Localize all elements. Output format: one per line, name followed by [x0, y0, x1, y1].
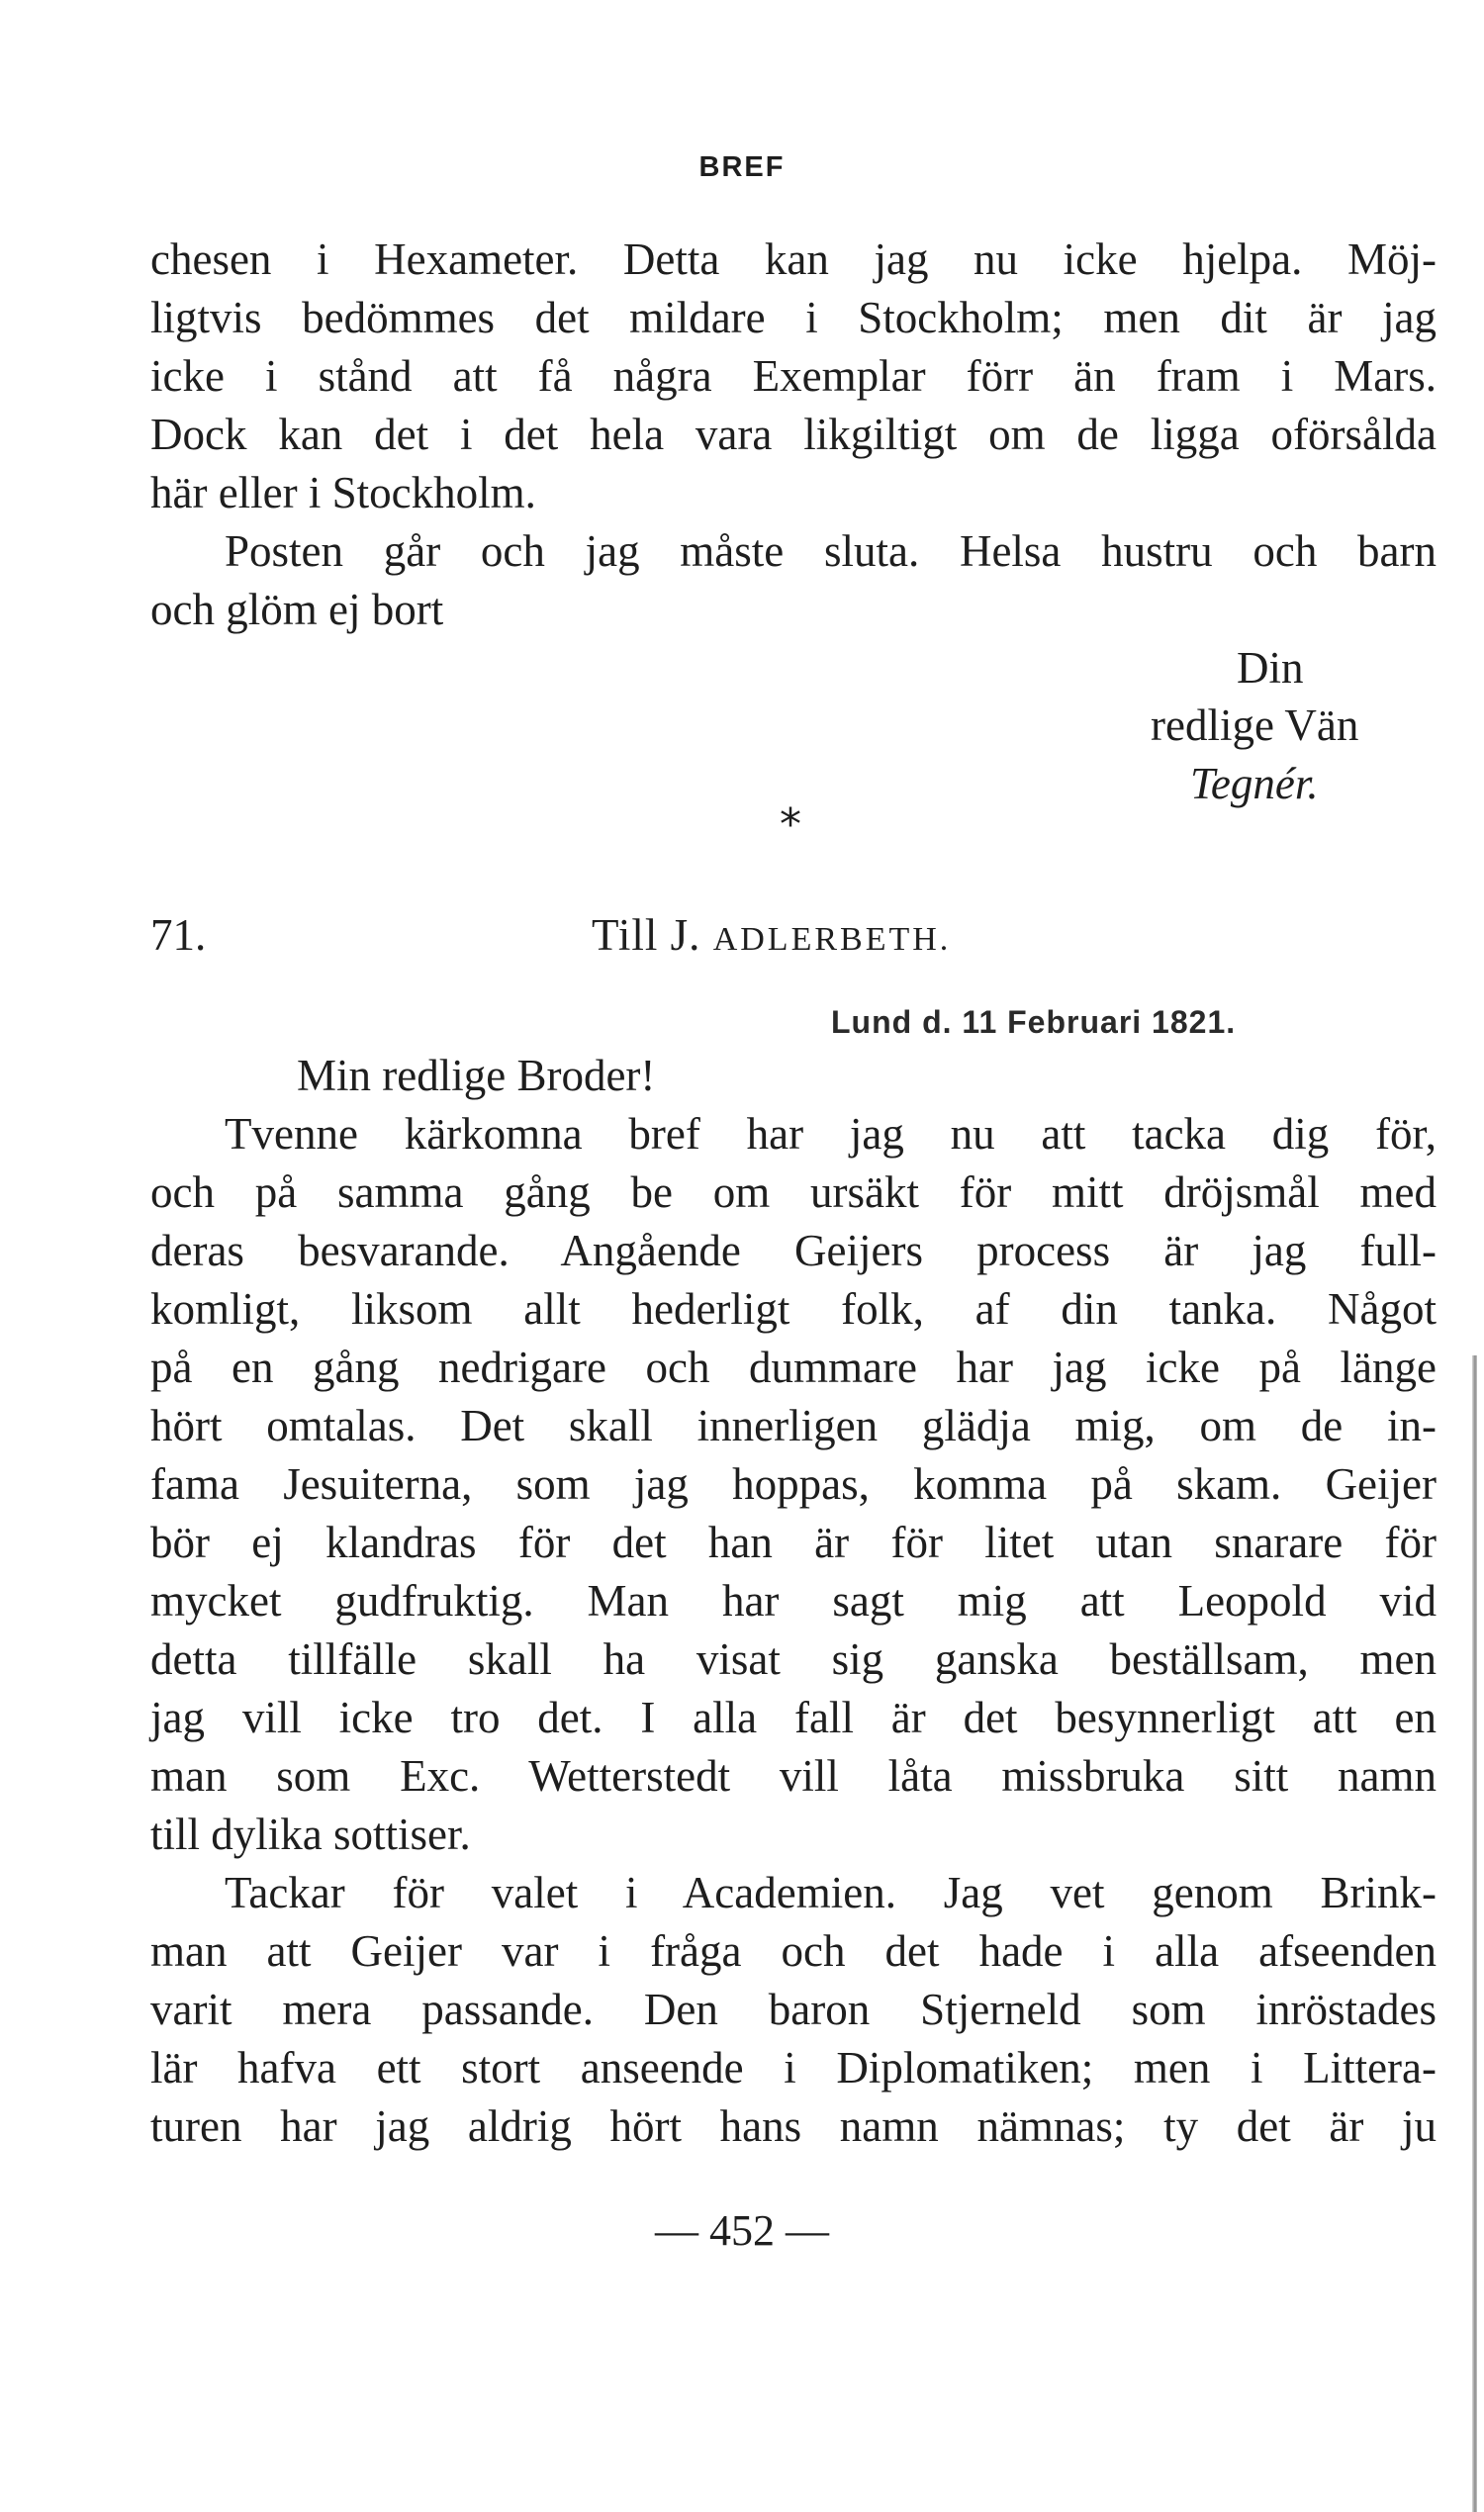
- text-line: Tackar för valet i Academien. Jag vet genom Brink-: [225, 1868, 1437, 1917]
- text-line: turen har jag aldrig hört hans namn nämnas; ty det är ju: [150, 2101, 1437, 2151]
- text-line: fama Jesuiterna, som jag hoppas, komma på skam. Geijer: [150, 1459, 1437, 1509]
- letter-salutation: Min redlige Broder!: [297, 1051, 656, 1100]
- text-line: detta tillfälle skall ha visat sig ganska beställsam, men: [150, 1634, 1437, 1684]
- text-line: här eller i Stockholm.: [150, 468, 536, 517]
- text-line: hört omtalas. Det skall innerligen glädja mig, om de in-: [150, 1401, 1437, 1450]
- text-line: man som Exc. Wetterstedt vill låta missbruka sitt namn: [150, 1751, 1437, 1801]
- text-line: Tvenne kärkomna bref har jag nu att tacka dig för,: [225, 1109, 1437, 1159]
- text-line: deras besvarande. Angående Geijers process är jag full-: [150, 1226, 1437, 1275]
- text-line: Dock kan det i det hela vara likgiltigt om de ligga oförsålda: [150, 410, 1437, 459]
- text-line: på en gång nedrigare och dummare har jag icke på länge: [150, 1343, 1437, 1392]
- text-line: man att Geijer var i fråga och det hade i alla afseenden: [150, 1926, 1437, 1976]
- text-line: ligtvis bedömmes det mildare i Stockholm; men dit är jag: [150, 293, 1437, 342]
- letter-recipient-prefix: Till J.: [592, 910, 713, 960]
- text-line: bör ej klandras för det han är för litet utan snarare för: [150, 1518, 1437, 1567]
- text-line: chesen i Hexameter. Detta kan jag nu icke hjelpa. Möj-: [150, 234, 1437, 284]
- signature-redlige-van: redlige Vän: [1151, 700, 1359, 750]
- text-line: Posten går och jag måste sluta. Helsa hustru och barn: [225, 526, 1437, 576]
- separator-asterisk-icon: *: [780, 799, 801, 850]
- text-line: och på samma gång be om ursäkt för mitt dröjsmål med: [150, 1167, 1437, 1217]
- letter-title: [592, 909, 951, 961]
- page-edge-shadow: [1472, 1355, 1477, 2512]
- text-line: jag vill icke tro det. I alla fall är det besynnerligt att en: [150, 1693, 1437, 1742]
- signature-name: Tegnér.: [1190, 759, 1319, 808]
- signature-din: Din: [1237, 643, 1304, 693]
- text-line: och glöm ej bort: [150, 585, 444, 634]
- text-line: lär hafva ett stort anseende i Diplomatiken; men i Littera-: [150, 2043, 1437, 2093]
- text-line: komligt, liksom allt hederligt folk, af din tanka. Något: [150, 1284, 1437, 1334]
- text-line: till dylika sottiser.: [150, 1810, 471, 1859]
- text-line: varit mera passande. Den baron Stjerneld som inröstades: [150, 1985, 1437, 2034]
- letter-number: 71.: [150, 910, 207, 960]
- letter-recipient-name: ADLERBETH.: [712, 921, 952, 958]
- page-number: — 452 —: [655, 2206, 829, 2255]
- running-header: BREF: [698, 151, 786, 183]
- text-line: icke i stånd att få några Exemplar förr än fram i Mars.: [150, 351, 1437, 401]
- text-line: mycket gudfruktig. Man har sagt mig att Leopold vid: [150, 1576, 1437, 1626]
- letter-dateline: Lund d. 11 Februari 1821.: [831, 1004, 1237, 1040]
